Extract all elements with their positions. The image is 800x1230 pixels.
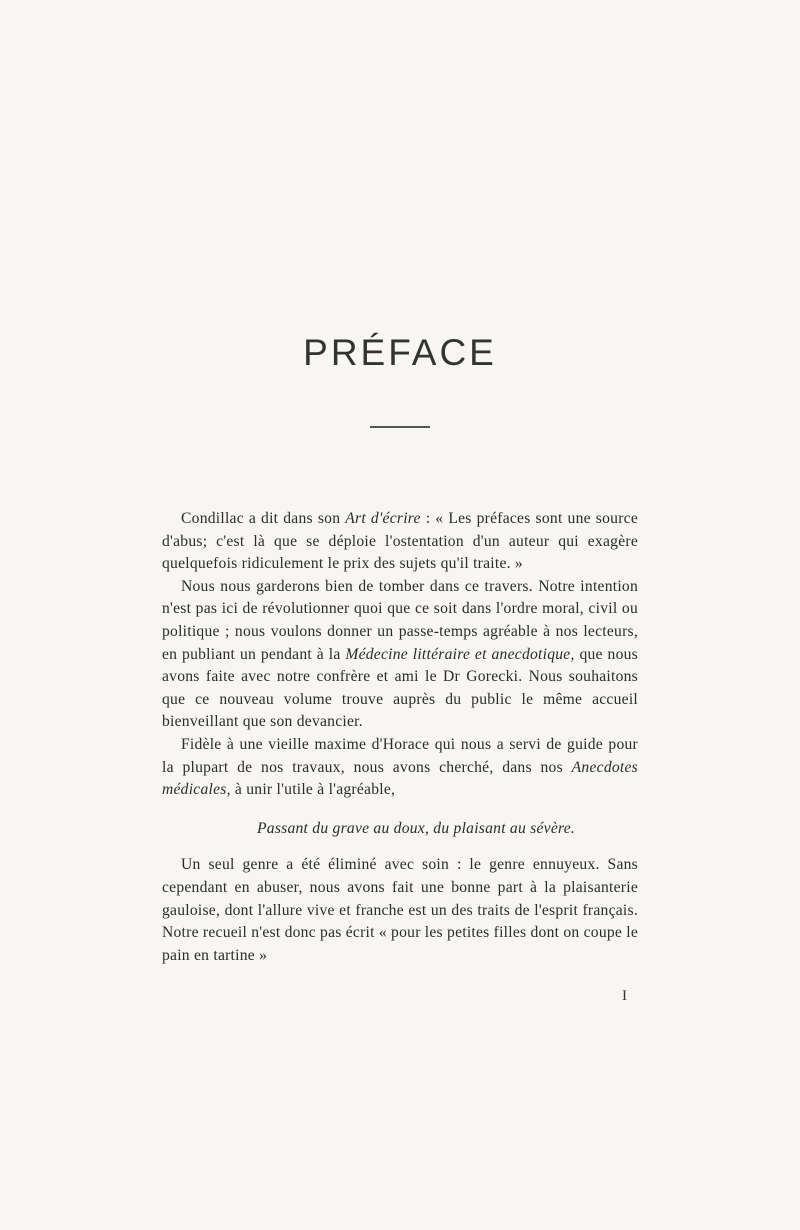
- horace-verse: Passant du grave au doux, du plaisant au sévère.: [257, 819, 576, 837]
- work-title-art-decrire: Art d'écrire: [345, 510, 421, 527]
- paragraph-3-text-a: Fidèle à une vieille maxime d'Horace qui nous a servi de guide pour la plupart de nos travaux, nous avons cherché, dans nos: [162, 735, 638, 776]
- work-title-medecine-litteraire: Médecine littéraire et anecdotique,: [345, 645, 575, 663]
- paragraph-3-text-b: à unir l'utile à l'agréable,: [230, 781, 396, 799]
- page-title: PRÉFACE: [303, 332, 497, 373]
- preface-body: [162, 508, 638, 967]
- paragraph-4: Un seul genre a été éliminé avec soin : le genre ennuyeux. Sans cependant en abuser, nous avons fait une bonne part à la plaisanterie gauloise, dont l'allure vive et franche est un des traits de l'esprit français. Notre recueil n'est donc pas écrit « pour les petites filles dont on coupe le pain en tartine »: [162, 856, 638, 964]
- page-number: I: [622, 988, 627, 1004]
- paragraph-1-text-b: : « Les préfaces sont une source d'abus; c'est là que se déploie l'ostentation d'un auteur qui exagère quelquefois ridiculement le prix des sujets qu'il traite. »: [162, 510, 638, 573]
- paragraph-2: [162, 576, 638, 734]
- title-divider: [370, 426, 430, 428]
- paragraph-3: [162, 734, 638, 802]
- paragraph-1-text-a: Condillac a dit dans son: [181, 510, 346, 527]
- paragraph-2-text-b: que nous avons faite avec notre confrère et ami le Dr Gorecki. Nous souhaitons que ce nouveau volume trouve auprès du public le même accueil bienveillant que son devancier.: [162, 645, 638, 731]
- paragraph-2-text-a: Nous nous garderons bien de tomber dans ce travers. Notre intention n'est pas ici de révolutionner quoi que ce soit dans l'ordre moral, civil ou politique ; nous voulons donner un passe-temps agréable à nos lecteurs, en publiant un pendant à la: [162, 577, 638, 663]
- paragraph-1: [162, 508, 638, 576]
- work-title-anecdotes-medicales: Anecdotes médicales,: [162, 758, 638, 799]
